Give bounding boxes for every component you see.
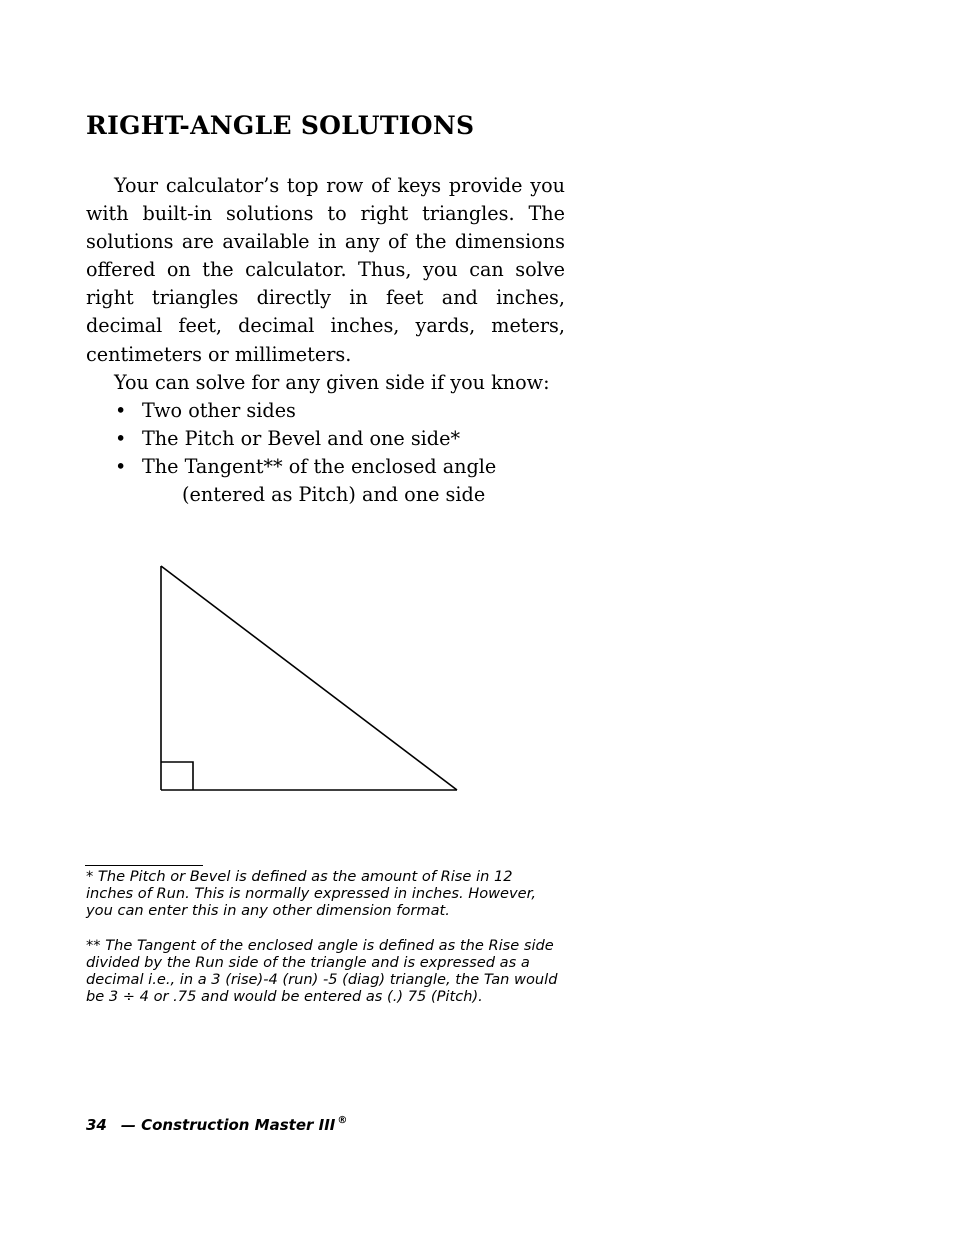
bullet-text: Two other sides: [142, 398, 296, 422]
footnote-tangent: ** The Tangent of the enclosed angle is defined as the Rise side divided by the Run side of the triangle and is expressed as a decimal i.e., in a 3 (rise)-4 (run) -5 (diag) triangle, the Tan would be 3 ÷ 4 or .75 and would be entered as (.) 75 (Pitch).: [86, 937, 558, 1006]
bullet-marker: •: [115, 398, 127, 422]
intro-paragraph: Your calculator’s top row of keys provide you with built-in solutions to right triangles. The solutions are available in any of the dimensions offered on the calculator. Thus, you can solve right triangles directly in feet and inches, decimal feet, decimal inches, yards, meters, centimeters or millimeters.: [86, 174, 565, 366]
lead-paragraph: You can solve for any given side if you know:: [114, 370, 550, 394]
bullet-list: [86, 397, 565, 509]
page-number: 34: [86, 1116, 107, 1134]
bullet-item: [86, 397, 565, 425]
bullet-item: [86, 425, 565, 453]
page-title: RIGHT-ANGLE SOLUTIONS: [86, 111, 475, 140]
bullet-item: [86, 453, 565, 509]
page-footer: [86, 1110, 347, 1136]
bullet-text-continuation: (entered as Pitch) and one side: [182, 483, 486, 507]
right-triangle-diagram: [155, 560, 465, 800]
bullet-text: The Pitch or Bevel and one side*: [142, 426, 461, 450]
bullet-marker: •: [115, 454, 127, 478]
right-angle-marker: [161, 762, 193, 790]
triangle-diagonal-side: [161, 566, 457, 790]
bullet-text: The Tangent** of the enclosed angle: [142, 454, 497, 478]
book-title: — Construction Master III: [120, 1116, 336, 1134]
bullet-marker: •: [115, 426, 127, 450]
footnote-divider: [85, 865, 203, 866]
registered-trademark-mark: ®: [337, 1115, 348, 1126]
footnote-pitch: * The Pitch or Bevel is defined as the amount of Rise in 12 inches of Run. This is normally expressed in inches. However, you can enter this in any other dimension format.: [86, 868, 536, 920]
body-text: [86, 172, 565, 509]
